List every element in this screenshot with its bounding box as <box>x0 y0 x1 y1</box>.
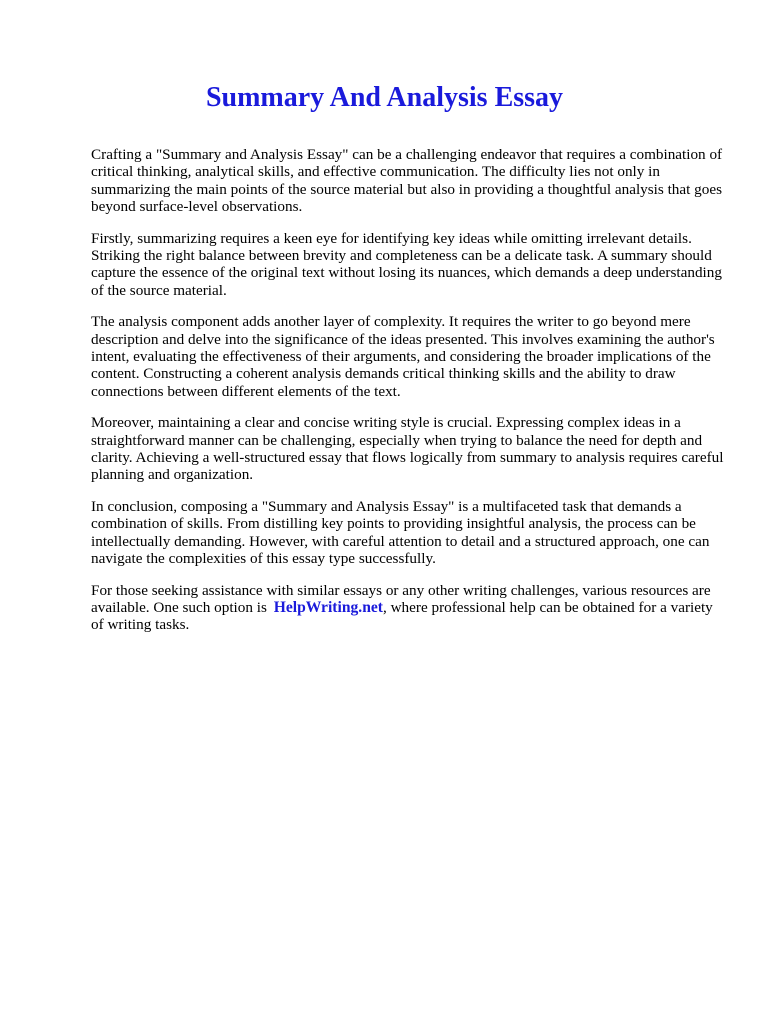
helpwriting-link[interactable]: HelpWriting.net <box>273 599 383 617</box>
closing-text-after-link: , where professional help can be obtained for a variety of writing tasks. <box>91 599 713 634</box>
paragraph-analysis: The analysis component adds another layer of complexity. It requires the writer to go beyond mere description and delve into the significance of the ideas presented. This involves examining the author's intent, evaluating the effectiveness of their arguments, and considering the broader implications of the content. Constructing a coherent analysis demands critical thinking skills and the ability to draw connections between different elements of the text. <box>91 313 715 400</box>
page-title: Summary And Analysis Essay <box>205 82 564 113</box>
paragraph-conclusion: In conclusion, composing a "Summary and Analysis Essay" is a multifaceted task that demands a combination of skills. From distilling key points to providing insightful analysis, the process can be intellectually demanding. However, with careful attention to detail and a structured approach, one can navigate the complexities of this essay type successfully. <box>91 498 710 567</box>
closing-text-before-link: For those seeking assistance with similar essays or any other writing challenges, various resources are available. One such option is <box>91 581 711 617</box>
paragraph-summarizing: Firstly, summarizing requires a keen eye for identifying key ideas while omitting irrelevant details. Striking the right balance between brevity and completeness can be a delicate task. A summary should capture the essence of the original text without losing its nuances, which demands a deep understanding of the source material. <box>91 229 722 299</box>
paragraph-writing-style: Moreover, maintaining a clear and concise writing style is crucial. Expressing complex ideas in a straightforward manner can be challenging, especially when trying to balance the need for depth and clarity. Achieving a well-structured essay that flows logically from summary to analysis requires careful planning and organization. <box>91 414 724 484</box>
paragraph-closing <box>91 582 724 634</box>
paragraph-intro: Crafting a "Summary and Analysis Essay" can be a challenging endeavor that requires a combination of critical thinking, analytical skills, and effective communication. The difficulty lies not only in summarizing the main points of the source material but also in providing a thoughtful analysis that goes beyond surface-level observations. <box>91 146 723 215</box>
